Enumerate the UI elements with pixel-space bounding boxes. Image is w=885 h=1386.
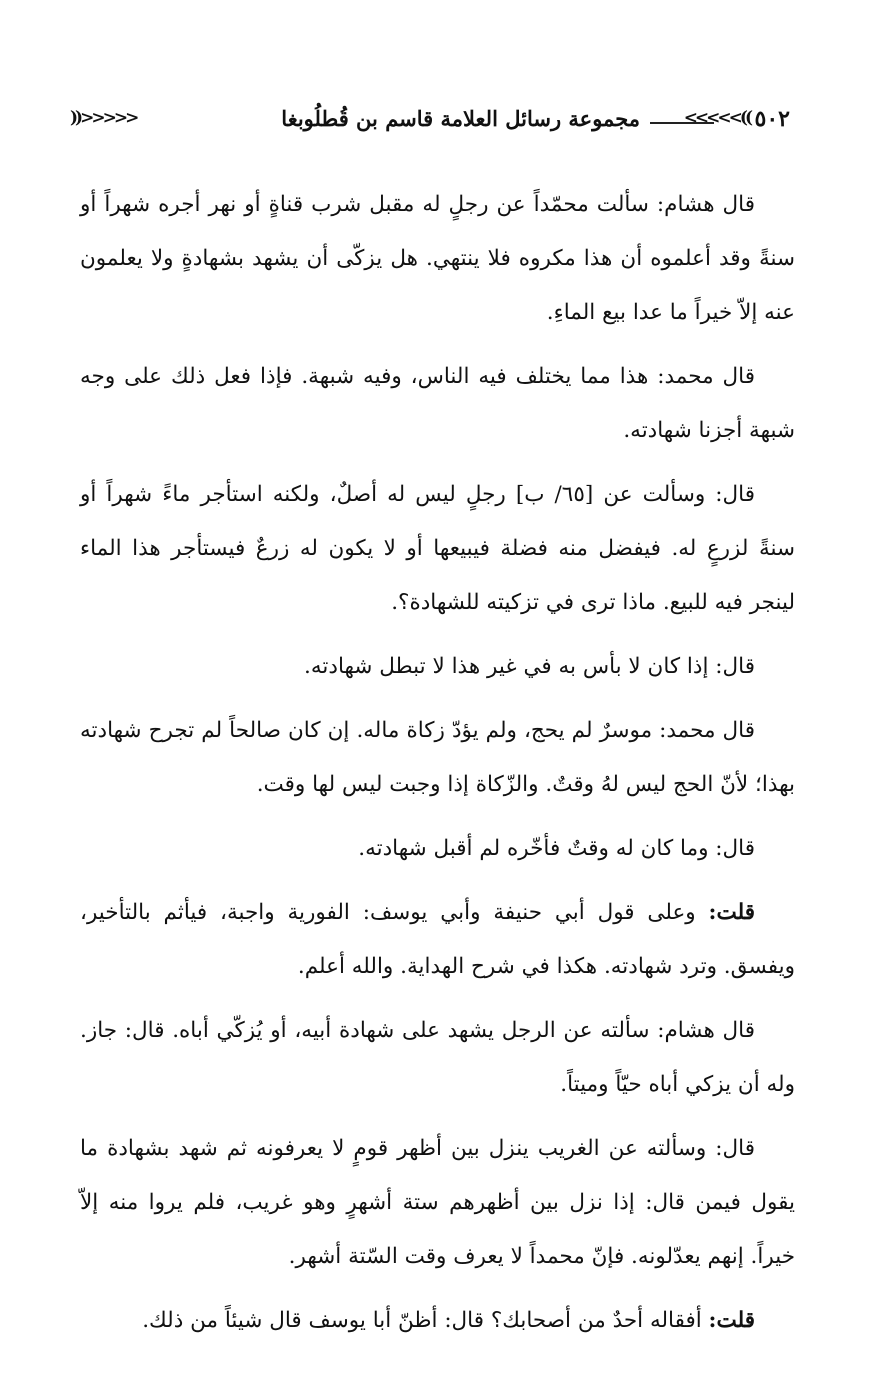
paragraph: قال: وسألت عن [٦٥/ ب] رجلٍ ليس له أصلٌ، ولكنه استأجر ماءً شهراً أو سنةً لزرعٍ له. فيفضل منه فضلة فيبيعها أو لا يكون له زرعٌ فيستأجر هذا الماء لينجر فيه للبيع. ماذا ترى في تزكيته للشهادة؟. xyxy=(80,482,795,615)
paragraph: قال: وما كان له وقتٌ فأخّره لم أقبل شهادته. xyxy=(358,836,755,861)
page-header xyxy=(70,100,790,144)
ornament-right: <<<<<(( xyxy=(683,108,750,128)
paragraph: قال هشام: سألته عن الرجل يشهد على شهادة أبيه، أو يُزكّي أباه. قال: جاز. وله أن يزكي أباه حيّاً وميتاً. xyxy=(80,1018,795,1097)
qultu-label: قلت: xyxy=(708,1308,755,1333)
paragraph: قال: إذا كان لا بأس به في غير هذا لا تبطل شهادته. xyxy=(304,654,755,679)
page-number: ٥٠٢ xyxy=(754,106,790,132)
qultu-label: قلت: xyxy=(708,900,755,925)
paragraph: قال محمد: هذا مما يختلف فيه الناس، وفيه شبهة. فإذا فعل ذلك على وجه شبهة أجزنا شهادته. xyxy=(80,364,795,443)
paragraph: قلت: أفقاله أحدٌ من أصحابك؟ قال: أظنّ أبا يوسف قال شيئاً من ذلك. xyxy=(142,1308,755,1333)
running-title: مجموعة رسائل العلامة قاسم بن قُطلُوبغا xyxy=(281,106,640,131)
paragraph: قال محمد: موسرٌ لم يحج، ولم يؤدّ زكاة ماله. إن كان صالحاً لم تجرح شهادته بهذا؛ لأنّ الحج ليس لهُ وقتٌ. والزّكاة إذا وجبت ليس لها وقت. xyxy=(80,718,795,797)
main-text xyxy=(80,178,795,1358)
paragraph: قال: وسألته عن الغريب ينزل بين أظهر قومٍ لا يعرفونه ثم شهد بشهادة ما يقول فيمن قال: إذا نزل بين أظهرهم ستة أشهرٍ وهو غريب، فلم يروا منه إلاّ خيراً. إنهم يعدّلونه. فإنّ محمداً لا يعرف وقت السّتة أشهر. xyxy=(80,1136,795,1269)
header-rule xyxy=(650,122,714,124)
paragraph: قال هشام: سألت محمّداً عن رجلٍ له مقبل شرب قناةٍ أو نهر أجره شهراً أو سنةً وقد أعلموه أن هذا مكروه فلا ينتهي. هل يزكّى أن يشهد بشهادةٍ ولا يعلمون عنه إلاّ خيراً ما عدا بيع الماءِ. xyxy=(80,192,795,325)
ornament-left: ))>>>>> xyxy=(70,108,137,128)
paragraph: قلت: وعلى قول أبي حنيفة وأبي يوسف: الفورية واجبة، فيأثم بالتأخير، ويفسق. وترد شهادته. هكذا في شرح الهداية. والله أعلم. xyxy=(80,900,795,979)
